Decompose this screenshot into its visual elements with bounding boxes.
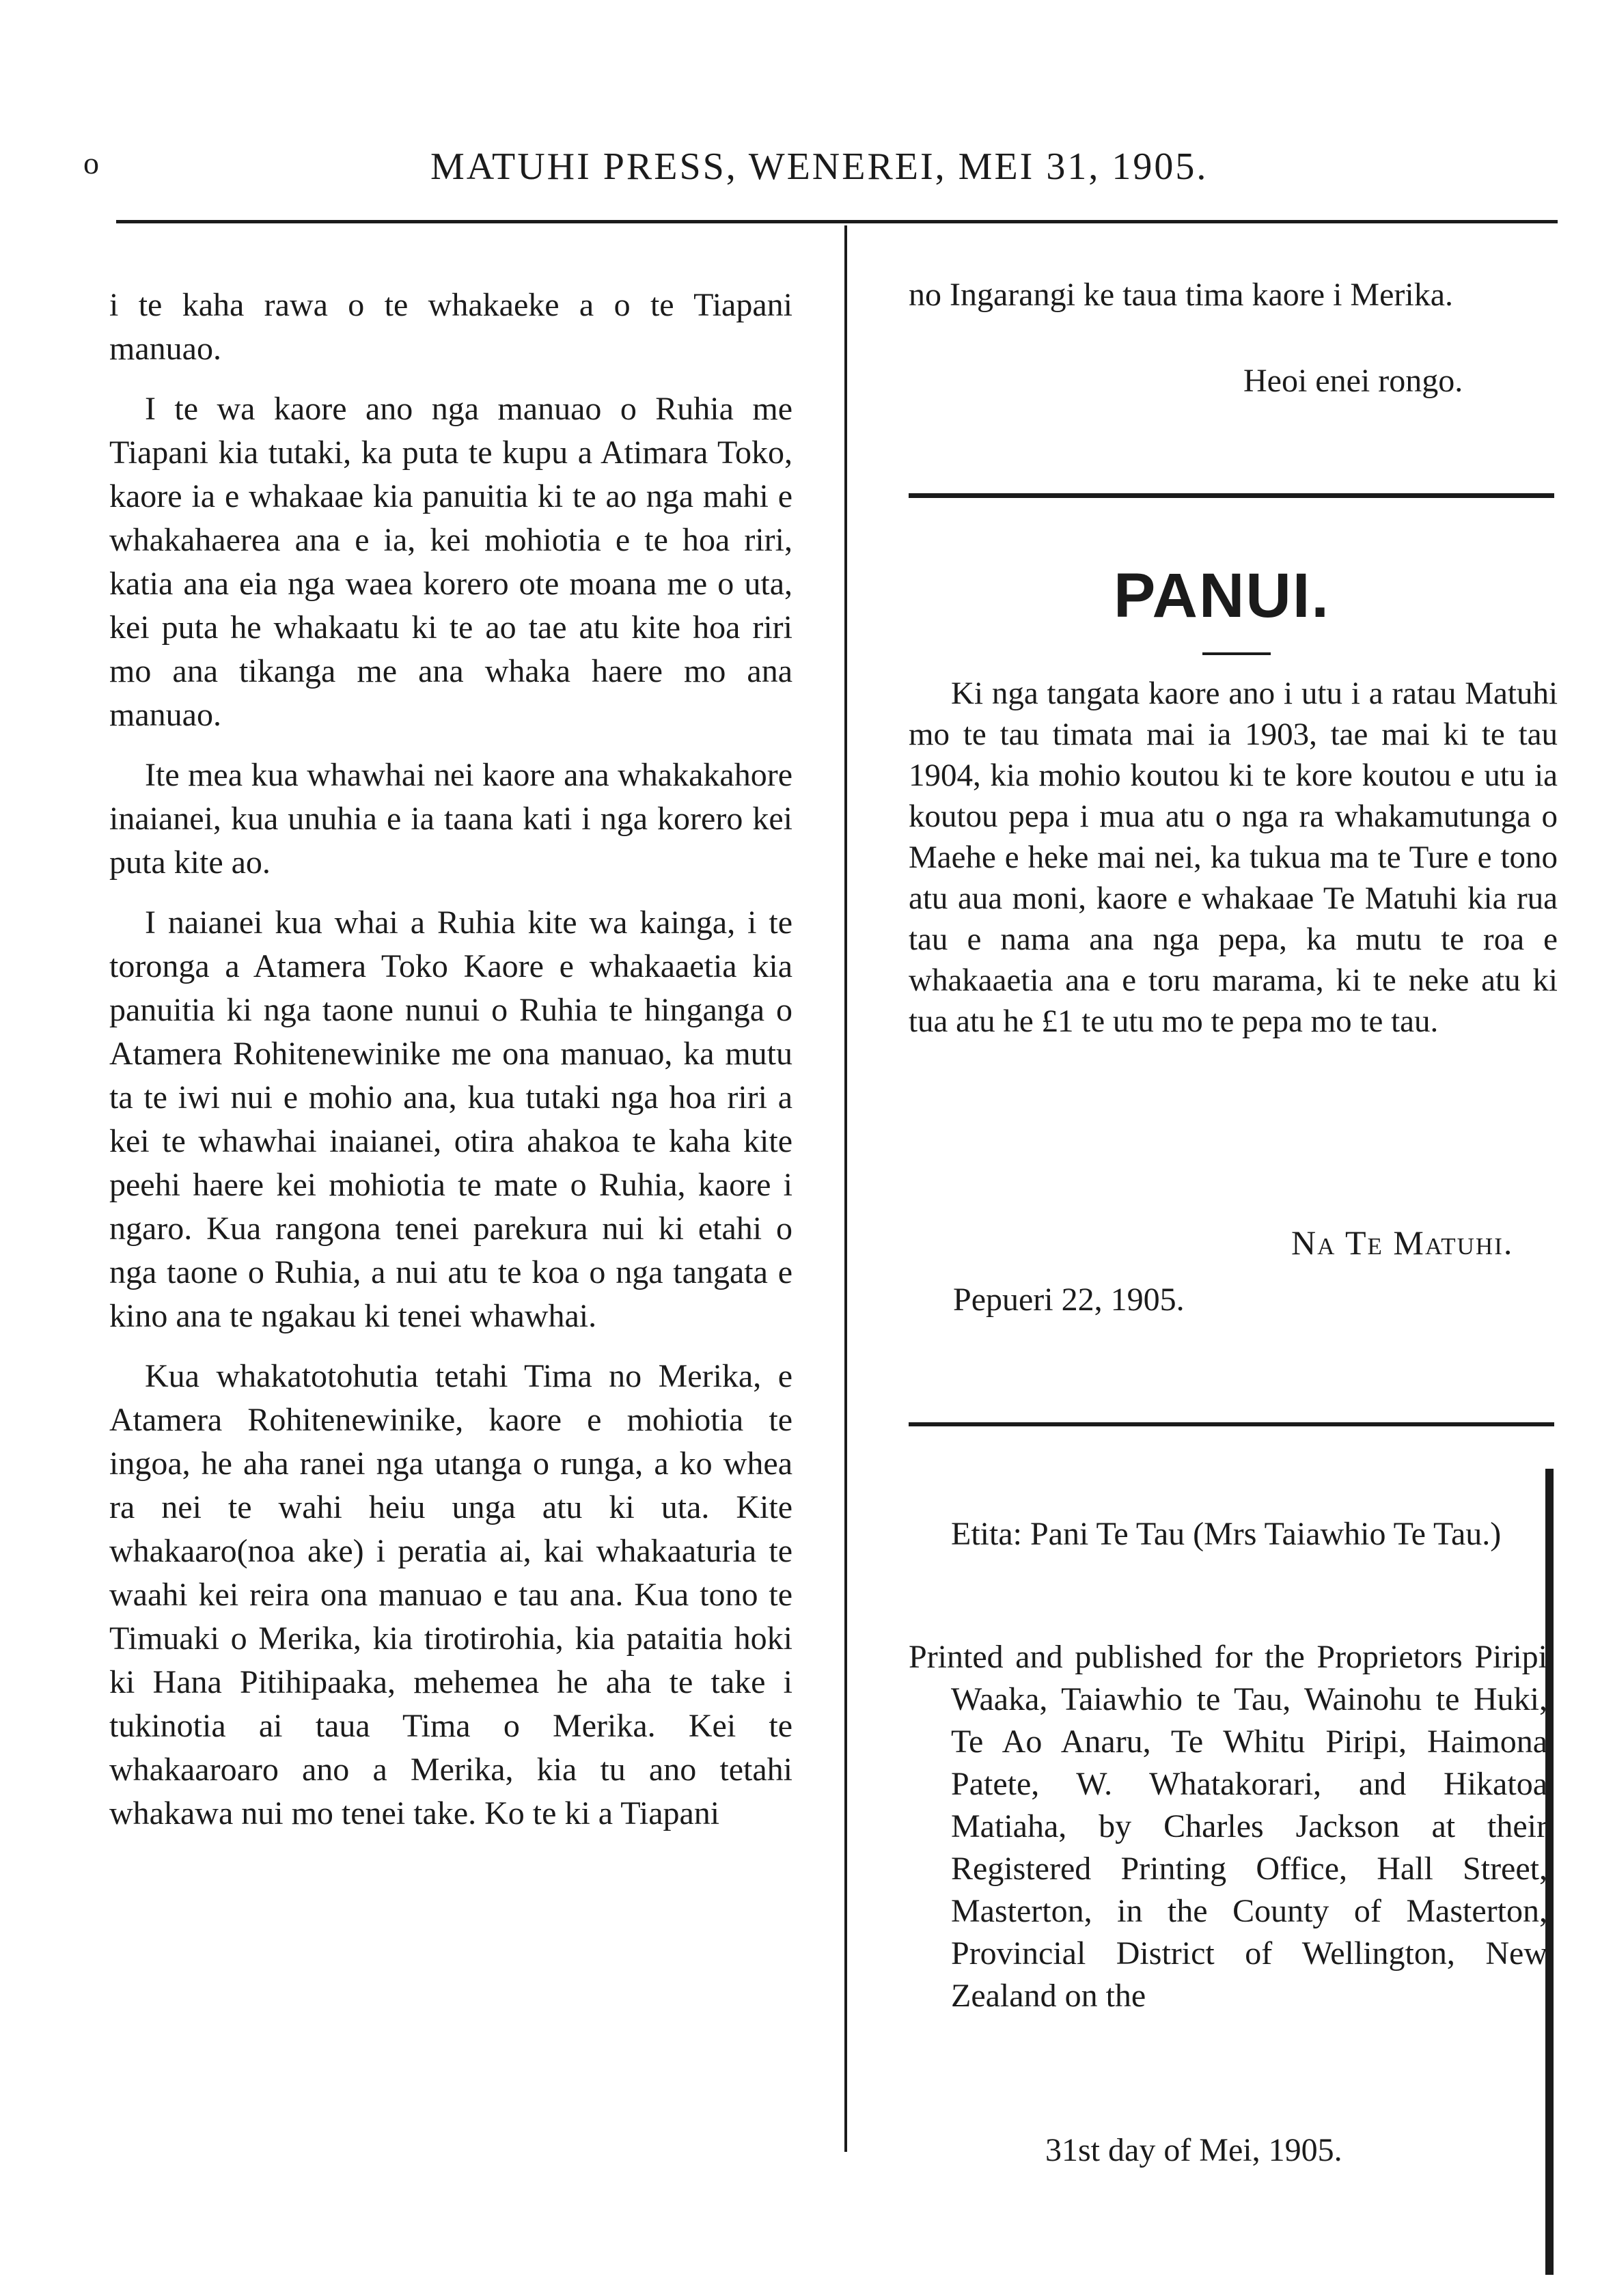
left-column [109,283,792,1852]
header-rule [116,220,1558,223]
news-signoff: Heoi enei rongo. [1243,363,1463,399]
article-paragraph: Kua whakatotohutia tetahi Tima no Merika, e Atamera Rohitenewinike, kaore e mohiotia te ingoa, he aha ranei nga utanga o runga, a ko whea ra nei te wahi heiu unga atu ki uta. Kite whakaaro(noa ake) i peratia ai, kai whakaaturia te waahi kei reira ona manuao e tau ana. Kua tono te Timuaki o Merika, kia tirotirohia, kia pataitia hoki ki Hana Pitihipaaka, mehemea he aha te take i tukinotia ai taua Tima o Merika. Kei te whakaaroaro ano a Merika, kia tu ano tetahi whakawa nui mo tenei take. Ko te ki a Tiapani [109,1358,792,1831]
article-continuation: no Ingarangi ke taua tima kaore i Merika. [909,277,1454,313]
editor-credit: Etita: Pani Te Tau (Mrs Taiawhio Te Tau.) [951,1516,1502,1552]
notice-signature: Na Te Matuhi. [1291,1223,1514,1262]
page-header-title: MATUHI PRESS, WENEREI, MEI 31, 1905. [430,146,1209,188]
notice-date: Pepueri 22, 1905. [953,1282,1185,1318]
article-paragraph: I te wa kaore ano nga manuao o Ruhia me Tiapani kia tutaki, ka puta te kupu a Atimara Toko, kaore ia e whakaae kia panuitia ki te ao nga mahi e whakahaerea ana e ia, kei mohiotia e te hoa riri, katia ana eia nga waea korero ote moana me o uta, kei puta he whakaatu ki te ao tae atu kite hoa riri mo ana tikanga me ana whaka haere mo ana manuao. [109,391,792,733]
imprint-text: Printed and published for the Proprietors Piripi Waaka, Taiawhio te Tau, Wainohu te Huki, Te Ao Anaru, Te Whitu Piripi, Haimona Patete, W. Whatakorari, and Hikatoa Matiaha, by Charles Jackson at their Registered Printing Office, Hall Street, Masterton, in the County of Masterton, Provincial District of Wellington, New Zealand on the [909,1639,1547,2014]
imprint-date: 31st day of Mei, 1905. [1045,2132,1342,2168]
notice-title: PANUI. [1114,561,1330,631]
section-rule [909,1422,1554,1426]
notice-body: Ki nga tangata kaore ano i utu i a ratau Matuhi mo te tau timata mai ia 1903, tae mai ki te tau 1904, kia mohio koutou ki te kore koutou e utu ia koutou pepa i mua atu o nga ra whakamutunga o Maehe e heke mai nei, ka tukua ma te Ture e tono atu aua moni, kaore e whakaae Te Matuhi kia rua tau e nama ana nga pepa, ka mutu te roa e whakaaetia ana e toru marama, ki te neke atu ki tua atu he £1 te utu mo te pepa mo te tau. [909,676,1558,1039]
imprint-statement [909,1636,1547,2017]
page-number: o [83,146,99,180]
column-divider [844,225,847,2152]
section-rule [909,493,1554,498]
article-paragraph: I naianei kua whai a Ruhia kite wa kainga, i te toronga a Atamera Toko Kaore e whakaaetia kia panuitia ki nga taone nunui o Ruhia te hinganga o Atamera Rohitenewinike me ona manuao, ka mutu ta te iwi nui e mohio ana, kua tutaki nga hoa riri a kei te whawhai inaianei, otira ahakoa te kaha kite peehi haere kei mohiotia te mate o Ruhia, kaore i ngaro. Kua rangona tenei parekura nui ki etahi o nga taone o Ruhia, a nui atu te koa o nga tangata e kino ana te ngakau ki tenei whawhai. [109,904,792,1334]
article-paragraph: i te kaha rawa o te whakaeke a o te Tiapani manuao. [109,287,792,367]
article-paragraph: Ite mea kua whawhai nei kaore ana whakakahore inaianei, kua unuhia e ia taana kati i nga korero kei puta kite ao. [109,757,792,881]
notice-title-rule [1202,652,1271,655]
